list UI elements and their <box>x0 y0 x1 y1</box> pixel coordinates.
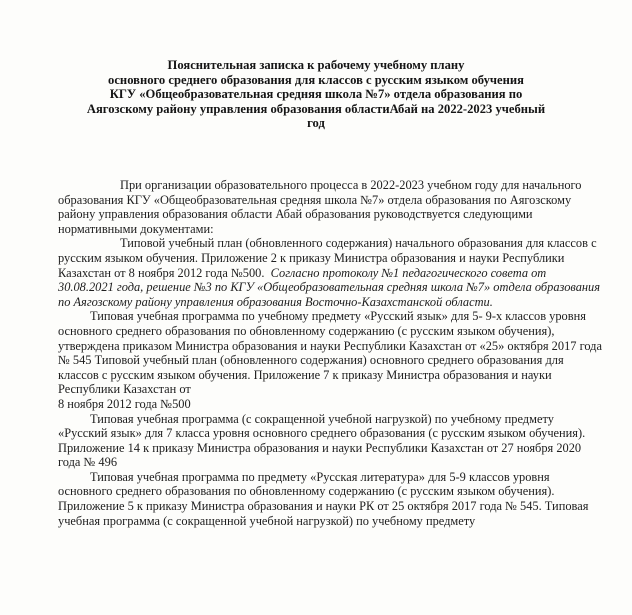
title-line-3: КГУ «Общеобразовательная средняя школа №7» отдела образования по <box>109 87 523 101</box>
paragraph-primary-plan <box>58 236 603 309</box>
paragraph-russian-language-program-date: 8 ноября 2012 года №500 <box>58 396 191 411</box>
document-title <box>50 58 582 131</box>
paragraph-russian-language-program: Типовая учебная программа по учебному предмету «Русский язык» для 5- 9-х классов уровня основного среднего образования по обновленному содержанию (с русским языком обучения), утверждена приказом Министра образования и науки Республики Казахстан от «25» октября 2017 года № 545 Типовой учебный план (обновленного содержания) основного среднего образования для классов с русским языком обучения. Приложение 7 к приказу Министра образования и науки Республики Казахстан от <box>58 309 602 397</box>
paragraph-russian-literature-program: Типовая учебная программа по предмету «Русская литература» для 5-9 классов уровня основного среднего образования по обновленному содержанию (с русским языком обучения). Приложение 5 к приказу Министра образования и науки РК от 25 октября 2017 года № 545. Типовая учебная программа (с сокращенной учебной нагрузкой) по учебному предмету <box>58 469 589 528</box>
title-line-1: Пояснительная записка к рабочему учебному плану <box>167 58 465 72</box>
paragraph-primary-plan-protocol: Согласно протоколу №1 педагогического совета от 30.08.2021 года, решение №3 по КГУ «Общеобразовательная средняя школа №7» отдела образования по Аягозскому району управления образования Восточно-Казахстанской области. <box>58 265 601 309</box>
title-line-4: Аягозскому району управления образования областиАбай на 2022-2023 учебный <box>86 101 546 116</box>
paragraph-reduced-load-program: Типовая учебная программа (с сокращенной учебной нагрузкой) по учебному предмету «Русский язык» для 7 класса уровня основного среднего образования (с русским языком обучения). Приложение 14 к приказу Министра образования и науки Республики Казахстан от 27 ноября 2020 года № 496 <box>58 411 586 470</box>
paragraph-primary-plan-text: Типовой учебный план (обновленного содержания) начального образования для классов с русским языком обучения. Приложение 2 к приказу Министра образования и науки Республики Казахстан от 8 ноября 2012 года №500. <box>58 236 597 280</box>
paragraph-intro: При организации образовательного процесса в 2022-2023 учебном году для начального образования КГУ «Общеобразовательная средняя школа №7» отдела образования по Аягозскому району управления образования области Абай образования руководствуется следующими нормативными документами: <box>58 178 582 236</box>
title-line-2: основного среднего образования для классов с русским языком обучения <box>108 72 524 87</box>
document-body <box>58 178 603 528</box>
title-line-5: год <box>307 116 325 130</box>
